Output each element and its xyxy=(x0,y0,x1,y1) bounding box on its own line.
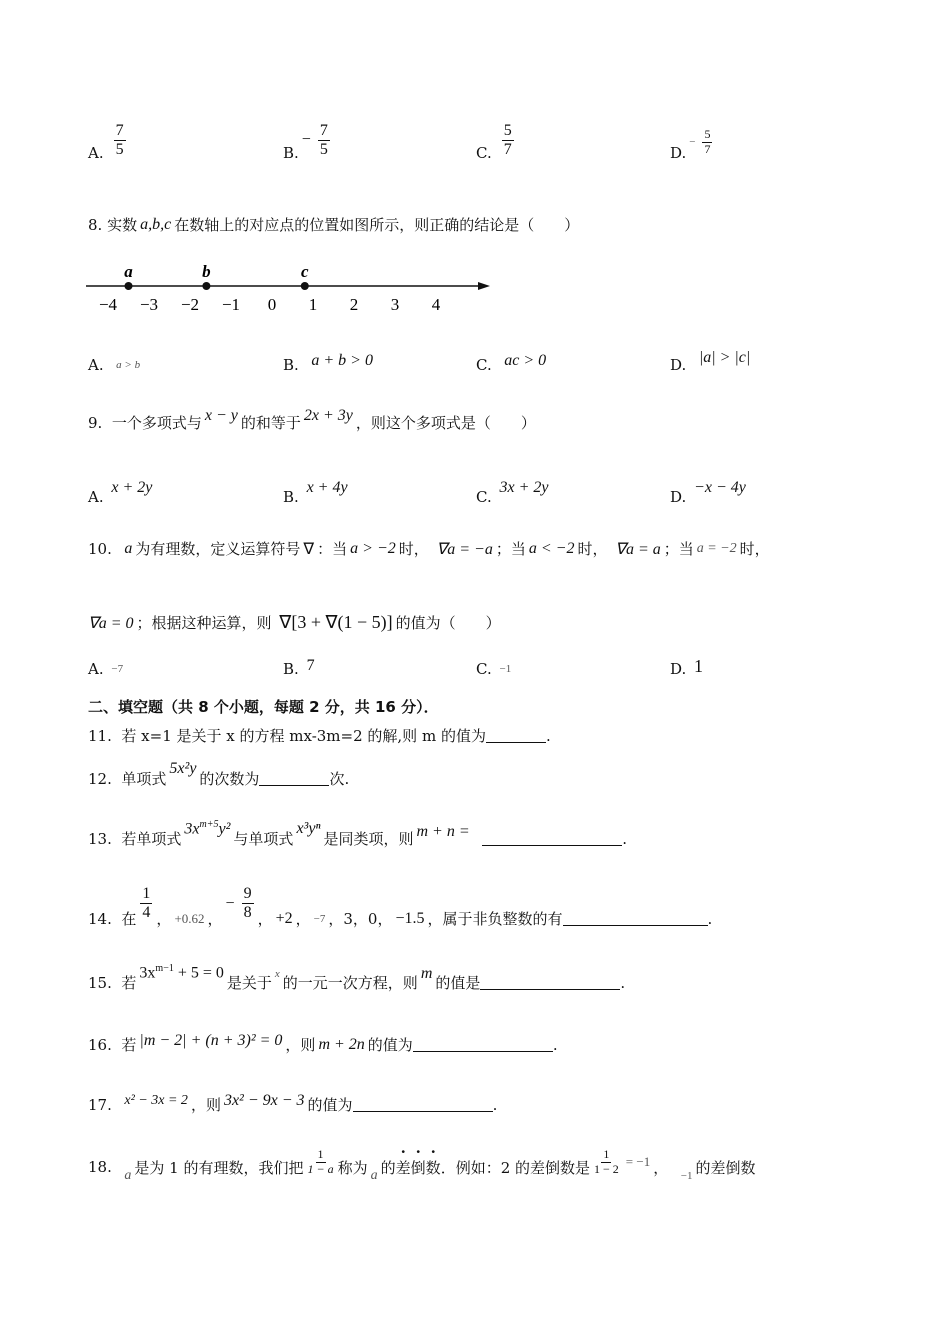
fraction xyxy=(318,122,330,158)
text: 的差倒数 xyxy=(695,1158,756,1177)
q16 xyxy=(88,1031,558,1055)
text: 的次数为 xyxy=(199,770,260,788)
numerator: 5 xyxy=(704,127,711,142)
question-number: 11. xyxy=(88,726,112,745)
math: x + 2y xyxy=(111,479,153,496)
point-label: b xyxy=(202,262,211,281)
option-label: C. xyxy=(476,660,492,678)
option-label: B. xyxy=(283,356,299,374)
question-number: 10. xyxy=(88,539,112,558)
question-number: 16. xyxy=(88,1035,112,1054)
text: 一个多项式与 xyxy=(111,414,202,432)
denominator: 1 − a xyxy=(307,1161,334,1176)
math: a = −2 xyxy=(696,540,737,556)
exponent: m−1 xyxy=(155,962,174,974)
text: 的值是 xyxy=(435,974,481,992)
text: ，则 xyxy=(285,1036,316,1054)
question-number: 8. xyxy=(88,215,103,234)
point-label: a xyxy=(124,262,133,281)
math: 3x² − 9x − 3 xyxy=(223,1091,305,1109)
q8-option-d xyxy=(670,349,753,374)
text: 是同类项，则 xyxy=(323,830,414,848)
math: −1.5 xyxy=(395,909,425,927)
math-rest: + 5 = 0 xyxy=(177,964,224,982)
q10-option-c xyxy=(476,660,514,678)
math: m + 2n xyxy=(318,1035,365,1053)
q7-option-c xyxy=(476,118,518,162)
math: x + 4y xyxy=(306,479,348,496)
text: ；当 xyxy=(495,540,526,558)
denominator: 5 xyxy=(319,140,328,158)
option-label: A. xyxy=(88,144,104,162)
q12 xyxy=(88,759,350,789)
text: ：当 xyxy=(317,540,348,558)
text: ；当 xyxy=(663,540,694,558)
math: m xyxy=(420,964,433,982)
math: |a| > |c| xyxy=(698,349,751,366)
math: m + n = xyxy=(416,822,470,840)
q8-option-c xyxy=(476,352,549,374)
math: a > b xyxy=(116,359,141,371)
text: . xyxy=(707,909,713,928)
denominator: 1 − 2 xyxy=(594,1161,619,1176)
option-label: A. xyxy=(88,660,104,678)
math: a,b,c xyxy=(140,215,172,233)
option-label: D. xyxy=(670,356,687,374)
option-label: C. xyxy=(476,356,492,374)
tick-label: 4 xyxy=(431,295,441,314)
math: 7 xyxy=(306,657,315,674)
question-number: 18. xyxy=(88,1158,112,1176)
math: −1 xyxy=(499,663,512,675)
text: 时， xyxy=(577,540,608,558)
text: ， xyxy=(156,910,172,928)
option-label: D. xyxy=(670,488,687,506)
q14: 14. 在 $\frac{1}{4}$ ， +0.62 ， − $\frac{9}{8}$ ， +2 ， −7 ，3，0， −1.5 ，属于非负整数的有 . xyxy=(88,885,713,928)
sign: − xyxy=(689,136,696,148)
math: a xyxy=(370,1168,378,1183)
text: 的 xyxy=(380,1158,396,1177)
numerator: 5 xyxy=(503,121,512,139)
tick-label: −2 xyxy=(180,295,200,314)
q10-stem-line2 xyxy=(88,612,501,633)
question-number: 12. xyxy=(88,769,112,788)
answer-blank[interactable] xyxy=(413,1037,553,1052)
fraction xyxy=(594,1148,619,1175)
fraction xyxy=(502,122,514,158)
fraction xyxy=(242,885,254,921)
denominator: 7 xyxy=(503,140,512,158)
math: x² − 3x = 2 xyxy=(124,1092,188,1108)
math: x − y xyxy=(204,406,238,424)
q10-option-b xyxy=(283,657,318,678)
fraction xyxy=(308,1148,334,1175)
math xyxy=(184,819,230,838)
q7-option-d xyxy=(670,122,716,162)
answer-blank[interactable] xyxy=(259,771,329,786)
math-base: 3x xyxy=(139,964,156,982)
math: a > −2 xyxy=(350,539,396,557)
q10-stem-line1 xyxy=(88,538,770,559)
math-base: 3x xyxy=(184,820,200,838)
text: 时， xyxy=(739,540,770,558)
text: 若 x=1 是关于 x 的方程 mx-3m=2 的解,则 m 的值为 xyxy=(121,727,486,745)
math: a xyxy=(124,1168,132,1183)
text: 实数 xyxy=(107,216,138,234)
math: x³yⁿ xyxy=(296,819,321,837)
q7-option-a xyxy=(88,118,130,162)
math: 1 xyxy=(694,655,704,676)
math: x xyxy=(274,967,280,980)
option-label: A. xyxy=(88,488,104,506)
text: 在数轴上的对应点的位置如图所示，则正确的结论是（ ） xyxy=(174,216,580,234)
numerator: 9 xyxy=(243,885,252,903)
math: a < −2 xyxy=(528,539,575,557)
q8-option-a xyxy=(88,356,143,374)
math: a xyxy=(124,539,133,557)
q8-option-b xyxy=(283,352,376,374)
section-heading: 二、填空题（共 8 个小题，每题 2 分，共 16 分）． xyxy=(88,698,439,716)
dotted-term xyxy=(396,1157,441,1178)
text: ， xyxy=(207,910,223,928)
option-label: D. xyxy=(670,660,687,678)
tick-label: 3 xyxy=(390,295,400,314)
text: ，则 xyxy=(190,1096,221,1114)
point-c xyxy=(301,282,309,290)
text: ；根据这种运算，则 xyxy=(136,614,272,632)
point-label: c xyxy=(301,262,309,281)
question-number: 17. xyxy=(88,1095,112,1114)
math: 5x²y xyxy=(169,759,197,777)
tick-label: 2 xyxy=(349,295,359,314)
point-b xyxy=(202,282,210,290)
text: 次. xyxy=(329,770,350,788)
q9-stem xyxy=(88,406,536,433)
option-label: C. xyxy=(476,144,492,162)
question-number: 9. xyxy=(88,413,103,432)
text: 在 xyxy=(121,910,137,928)
emphasis-char: 倒 xyxy=(410,1158,426,1177)
answer-blank[interactable] xyxy=(563,911,708,926)
math: ∇a = a xyxy=(615,540,661,558)
numerator: 7 xyxy=(115,121,124,139)
math: 2x + 3y xyxy=(303,406,353,424)
denominator: 8 xyxy=(243,904,252,921)
text: 若 xyxy=(121,974,137,992)
denominator: 7 xyxy=(704,141,711,156)
text: 的值为 xyxy=(307,1096,353,1114)
text: 若单项式 xyxy=(121,830,182,848)
q18 xyxy=(88,1140,756,1184)
exponent: m+5 xyxy=(199,818,219,830)
text: 的和等于 xyxy=(240,414,301,432)
text: 时， xyxy=(398,540,429,558)
question-number: 15. xyxy=(88,973,112,992)
option-label: D. xyxy=(670,144,687,162)
q9-option-d xyxy=(670,470,749,506)
math: −x − 4y xyxy=(694,479,746,496)
numerator: 1 xyxy=(603,1147,610,1162)
fraction xyxy=(140,885,152,921)
fraction xyxy=(702,128,712,155)
option-label: C. xyxy=(476,488,492,506)
point-a xyxy=(125,282,133,290)
math: a + b > 0 xyxy=(311,352,373,369)
math: −7 xyxy=(111,663,124,675)
answer-blank[interactable] xyxy=(482,831,622,846)
question-number: 14. xyxy=(88,909,112,928)
q11 xyxy=(88,725,551,746)
math: +2 xyxy=(275,909,293,927)
tick-label: −3 xyxy=(139,295,159,314)
math: ∇[3 + ∇(1 − 5)] xyxy=(279,612,393,632)
text: 若 xyxy=(121,1036,137,1054)
math: ∇a = −a xyxy=(436,540,493,558)
q10-option-a xyxy=(88,660,126,678)
math: |m − 2| + (n + 3)² = 0 xyxy=(139,1031,283,1049)
numerator: 1 xyxy=(317,1147,324,1162)
denominator: 4 xyxy=(142,904,151,921)
text: ，3，0， xyxy=(328,910,393,928)
question-number: 13. xyxy=(88,829,112,848)
q9-option-a xyxy=(88,470,155,506)
text: ，属于非负整数的有 xyxy=(427,910,563,928)
text: 称为 xyxy=(337,1158,368,1177)
text: . xyxy=(545,726,551,745)
text: ，则这个多项式是（ ） xyxy=(355,414,536,432)
denominator: 5 xyxy=(115,140,124,158)
math: −1 xyxy=(680,1170,693,1182)
answer-blank[interactable] xyxy=(353,1097,493,1112)
text: 的值为（ ） xyxy=(395,614,501,632)
option-label: A. xyxy=(88,356,104,374)
fraction xyxy=(114,122,126,158)
math: −7 xyxy=(313,912,326,925)
number-line xyxy=(84,256,494,316)
math: +0.62 xyxy=(174,910,205,926)
text: . xyxy=(552,1035,558,1054)
numerator: 1 xyxy=(142,885,151,903)
answer-blank[interactable] xyxy=(486,728,546,743)
q9-option-c xyxy=(476,470,552,506)
text: 为有理数，定义运算符号 xyxy=(135,540,301,558)
emphasis-char: 数 xyxy=(425,1158,441,1177)
math: ac > 0 xyxy=(504,352,547,369)
sign: − xyxy=(301,131,311,148)
text: ， xyxy=(257,910,273,928)
q8-stem xyxy=(88,214,579,235)
math-rest: y² xyxy=(218,820,231,838)
tick-label: 0 xyxy=(267,295,277,314)
q7-option-b xyxy=(283,118,334,162)
text: . xyxy=(622,829,627,848)
q17 xyxy=(88,1091,498,1115)
tick-label: −4 xyxy=(98,295,118,314)
text: 是关于 xyxy=(226,974,272,992)
math: = −1 xyxy=(625,1154,651,1169)
math: ∇a = 0 xyxy=(88,614,134,632)
text: . xyxy=(492,1095,498,1114)
text: . xyxy=(620,973,626,992)
text: 的值为 xyxy=(367,1036,413,1054)
text: 单项式 xyxy=(121,770,167,788)
numerator: 7 xyxy=(319,121,328,139)
text: ， xyxy=(653,1158,669,1177)
option-label: B. xyxy=(283,144,299,162)
q13 xyxy=(88,818,627,849)
q10-option-d xyxy=(670,655,706,678)
tick-label: 1 xyxy=(308,295,318,314)
tick-label: −1 xyxy=(221,295,241,314)
text: 与单项式 xyxy=(233,830,294,848)
emphasis-char: 差 xyxy=(395,1158,411,1177)
nabla-symbol: ∇ xyxy=(303,540,315,558)
math xyxy=(139,963,223,982)
option-label: B. xyxy=(283,488,299,506)
answer-blank[interactable] xyxy=(480,975,620,990)
text: 是为 1 的有理数，我们把 xyxy=(134,1158,304,1177)
math: 3x + 2y xyxy=(499,479,549,496)
text: 的一元一次方程，则 xyxy=(282,974,418,992)
text: ．例如：2 的差倒数是 xyxy=(440,1158,590,1177)
arrow-icon xyxy=(478,282,490,290)
text: ， xyxy=(295,910,311,928)
option-label: B. xyxy=(283,660,299,678)
q15 xyxy=(88,962,626,993)
q9-option-b xyxy=(283,470,351,506)
